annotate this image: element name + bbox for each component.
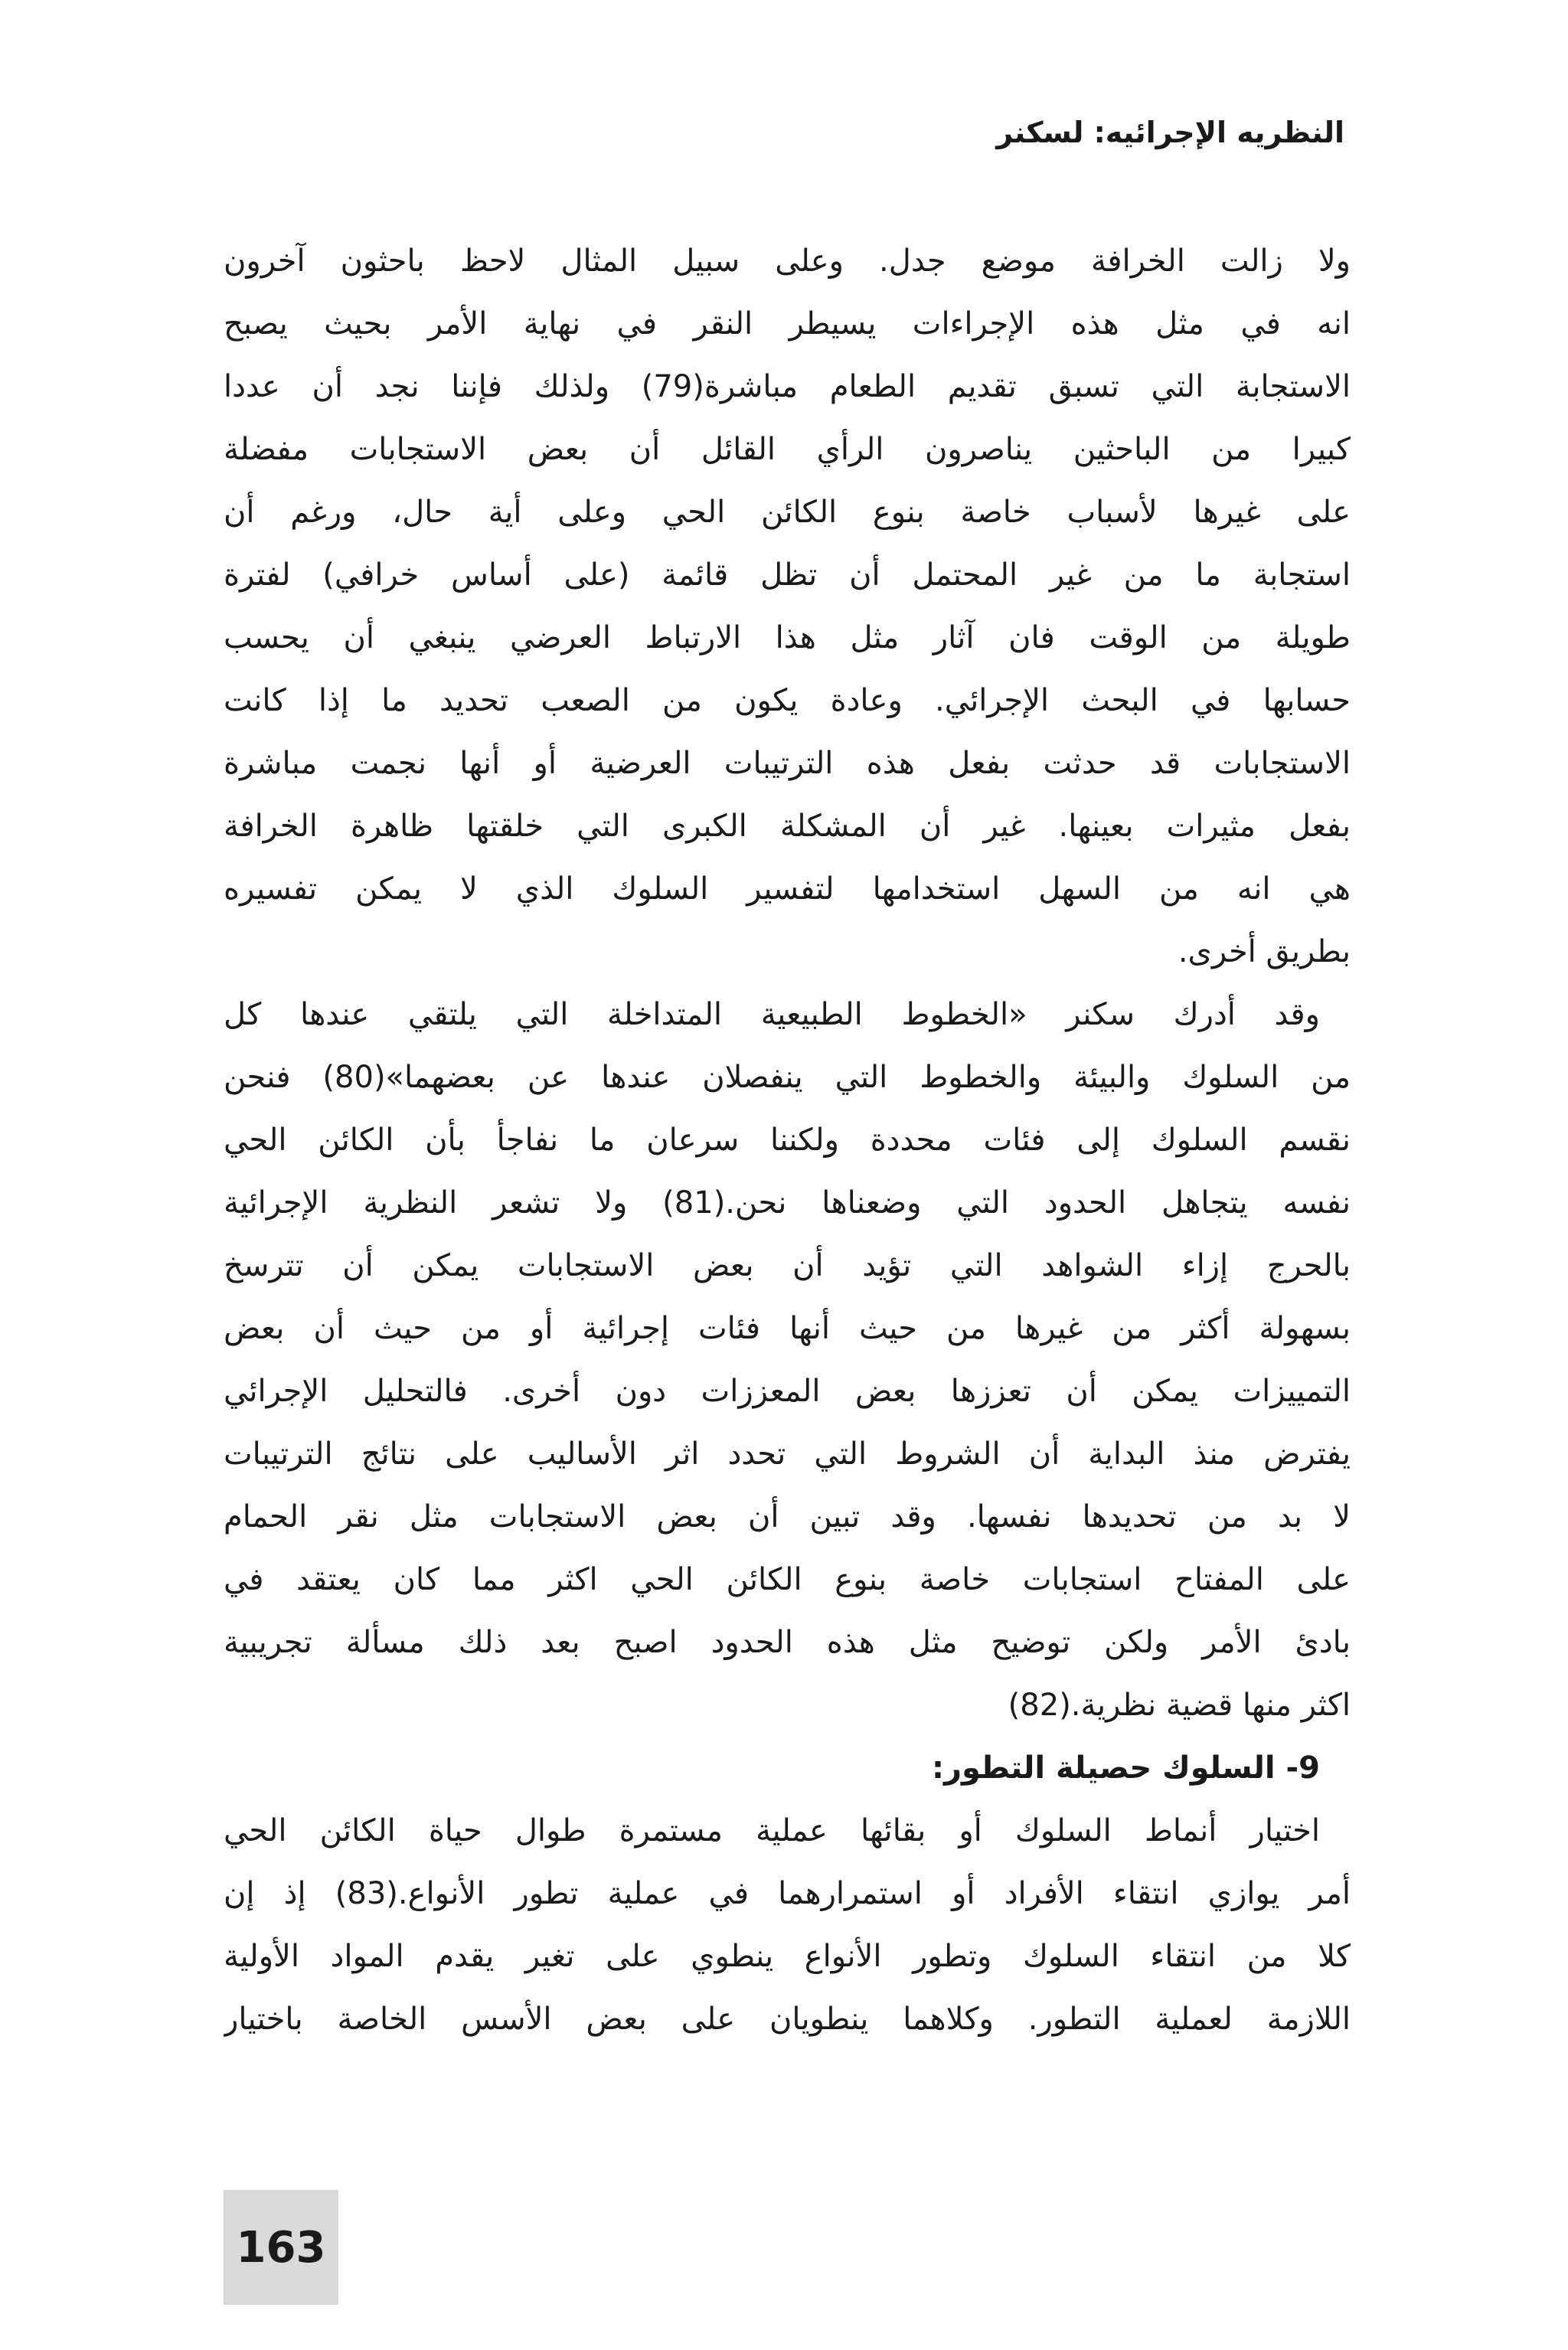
text-line: طويلة من الوقت فان آثار مثل هذا الارتباط العرضي ينبغي أن يحسب: [224, 620, 1351, 655]
running-header: النظريه الإجرائيه: لسكنر: [996, 116, 1344, 149]
text-line: اختيار أنماط السلوك أو بقائها عملية مستمرة طوال حياة الكائن الحي: [224, 1813, 1320, 1848]
text-line: ولا زالت الخرافة موضع جدل. وعلى سبيل المثال لاحظ باحثون آخرون: [224, 243, 1351, 279]
text-line: بفعل مثيرات بعينها. غير أن المشكلة الكبرى التي خلقتها ظاهرة الخرافة: [224, 809, 1351, 844]
text-line: اكثر منها قضية نظرية.(82): [1008, 1688, 1351, 1723]
text-line: على غيرها لأسباب خاصة بنوع الكائن الحي وعلى أية حال، ورغم أن: [224, 495, 1351, 530]
text-line: استجابة ما من غير المحتمل أن تظل قائمة (على أساس خرافي) لفترة: [224, 557, 1351, 593]
text-line: لا بد من تحديدها نفسها. وقد تبين أن بعض الاستجابات مثل نقر الحمام: [224, 1499, 1351, 1535]
text-line: أمر يوازي انتقاء الأفراد أو استمرارهما في عملية تطور الأنواع.(83) إذ إن: [224, 1876, 1351, 1911]
text-line: بادئ الأمر ولكن توضيح مثل هذه الحدود اصبح بعد ذلك مسألة تجريبية: [224, 1625, 1351, 1660]
text-line: هي انه من السهل استخدامها لتفسير السلوك الذي لا يمكن تفسيره: [224, 871, 1351, 907]
text-line: الاستجابة التي تسبق تقديم الطعام مباشرة(79) ولذلك فإننا نجد أن عددا: [224, 369, 1351, 404]
section-heading: 9- السلوك حصيلة التطور:: [931, 1750, 1320, 1786]
text-line: وقد أدرك سكنر «الخطوط الطبيعية المتداخلة التي يلتقي عندها كل: [224, 997, 1320, 1032]
text-line: اللازمة لعملية التطور. وكلاهما ينطويان على بعض الأسس الخاصة باختيار: [224, 2002, 1351, 2037]
text-line: على المفتاح استجابات خاصة بنوع الكائن الحي اكثر مما كان يعتقد في: [224, 1562, 1351, 1597]
text-line: من السلوك والبيئة والخطوط التي ينفصلان عندها عن بعضهما»(80) فنحن: [224, 1060, 1351, 1095]
text-line: انه في مثل هذه الإجراءات يسيطر النقر في نهاية الأمر بحيث يصبح: [224, 306, 1351, 342]
text-line: بالحرج إزاء الشواهد التي تؤيد أن بعض الاستجابات يمكن أن تترسخ: [224, 1248, 1351, 1283]
text-line: كبيرا من الباحثين يناصرون الرأي القائل أن بعض الاستجابات مفضلة: [224, 432, 1351, 467]
text-line: الاستجابات قد حدثت بفعل هذه الترتيبات العرضية أو أنها نجمت مباشرة: [224, 746, 1351, 781]
text-line: نقسم السلوك إلى فئات محددة ولكننا سرعان ما نفاجأ بأن الكائن الحي: [224, 1123, 1351, 1158]
text-line: يفترض منذ البداية أن الشروط التي تحدد اثر الأساليب على نتائج الترتيبات: [224, 1436, 1351, 1472]
text-line: التمييزات يمكن أن تعززها بعض المعززات دون أخرى. فالتحليل الإجرائي: [224, 1374, 1351, 1409]
text-line: بسهولة أكثر من غيرها من حيث أنها فئات إجرائية أو من حيث أن بعض: [224, 1311, 1351, 1346]
page-number-box: [224, 2190, 338, 2305]
text-line: نفسه يتجاهل الحدود التي وضعناها نحن.(81) ولا تشعر النظرية الإجرائية: [224, 1185, 1351, 1221]
text-line: بطريق أخرى.: [1178, 934, 1351, 969]
body-text: [224, 230, 1351, 2051]
page-number: 163: [236, 2222, 326, 2273]
text-line: كلا من انتقاء السلوك وتطور الأنواع ينطوي على تغير يقدم المواد الأولية: [224, 1939, 1351, 1974]
text-line: حسابها في البحث الإجرائي. وعادة يكون من الصعب تحديد ما إذا كانت: [224, 683, 1351, 718]
